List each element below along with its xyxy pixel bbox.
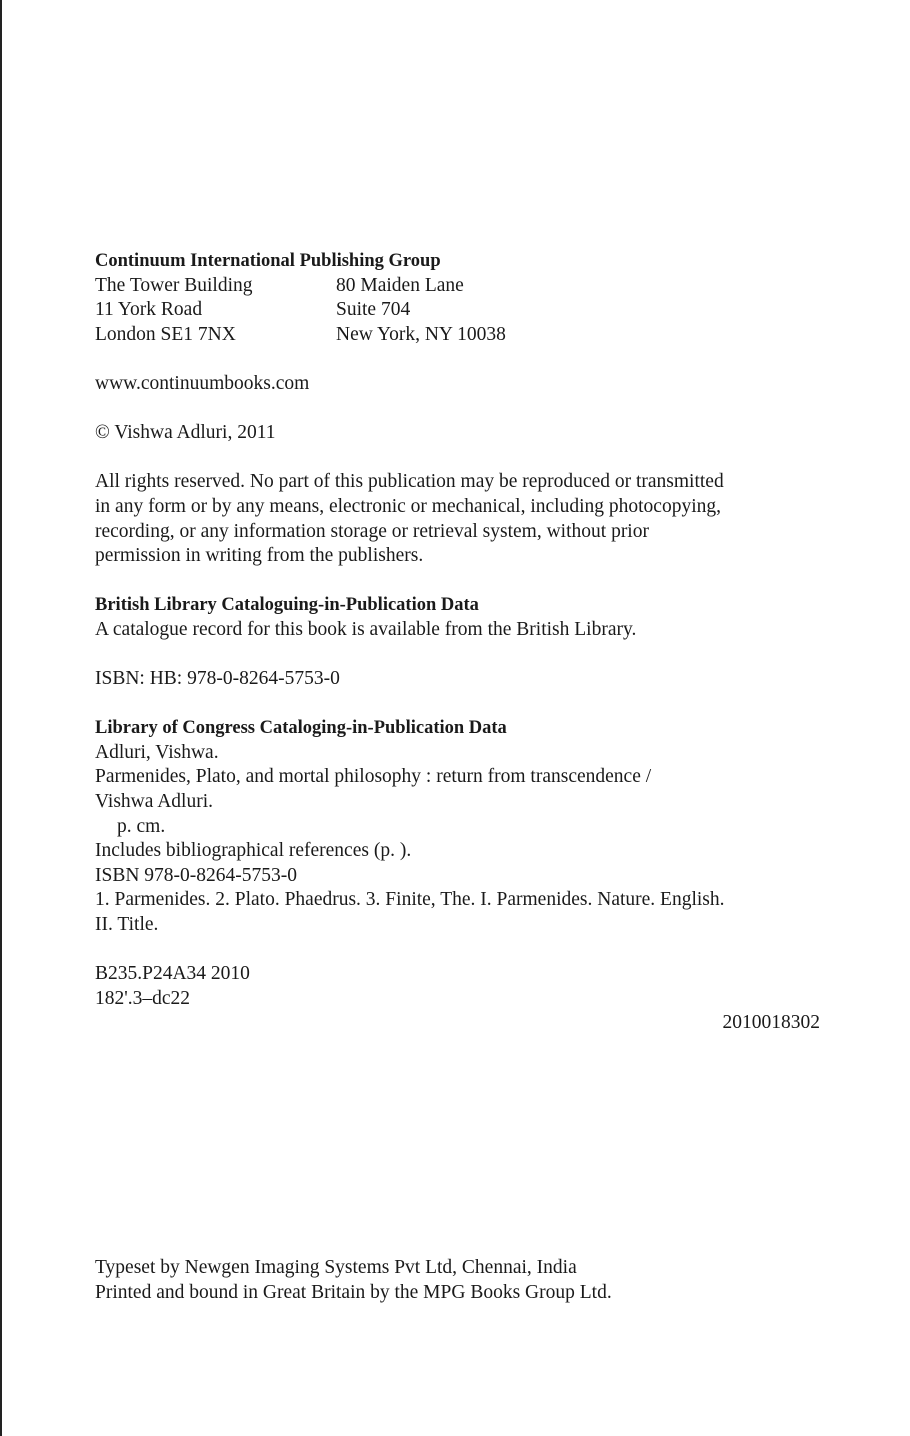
- loc-line: Includes bibliographical references (p. ).: [95, 840, 412, 862]
- us-address-line: 80 Maiden Lane: [336, 274, 464, 296]
- british-library-text: A catalogue record for this book is available from the British Library.: [95, 618, 637, 640]
- printed-line: Printed and bound in Great Britain by the MPG Books Group Ltd.: [95, 1281, 612, 1303]
- loc-line: ISBN 978-0-8264-5753-0: [95, 864, 298, 886]
- rights-line: All rights reserved. No part of this publication may be reproduced or transmitted: [95, 471, 724, 493]
- british-library-heading: British Library Cataloguing-in-Publication Data: [95, 595, 479, 616]
- loc-line: Parmenides, Plato, and mortal philosophy : return from transcendence /: [95, 766, 652, 788]
- loc-line: 1. Parmenides. 2. Plato. Phaedrus. 3. Finite, The. I. Parmenides. Nature. English.: [95, 889, 725, 911]
- loc-class-number: B235.P24A34 2010: [95, 963, 250, 985]
- page-left-edge: [0, 0, 2, 1436]
- rights-line: permission in writing from the publishers.: [95, 545, 424, 567]
- uk-address-line: London SE1 7NX: [95, 323, 236, 345]
- loc-control-number: 2010018302: [722, 1012, 820, 1034]
- dewey-class-number: 182'.3–dc22: [95, 987, 191, 1009]
- address-row-1: [95, 274, 820, 299]
- printer-info: [95, 1256, 612, 1305]
- copyright-page: [95, 249, 820, 1036]
- loc-line: Adluri, Vishwa.: [95, 741, 219, 763]
- copyright-notice: © Vishwa Adluri, 2011: [95, 422, 276, 444]
- uk-address-line: The Tower Building: [95, 274, 253, 296]
- isbn-hardback: ISBN: HB: 978-0-8264-5753-0: [95, 668, 340, 690]
- us-address-line: New York, NY 10038: [336, 323, 506, 345]
- uk-address-line: 11 York Road: [95, 299, 203, 321]
- publisher-website: www.continuumbooks.com: [95, 372, 310, 394]
- publisher-name: Continuum International Publishing Group: [95, 251, 441, 271]
- address-row-3: [95, 323, 820, 348]
- typeset-line: Typeset by Newgen Imaging Systems Pvt Ltd, Chennai, India: [95, 1257, 577, 1278]
- address-row-2: [95, 298, 820, 323]
- loc-line: Vishwa Adluri.: [95, 791, 213, 813]
- loc-heading: Library of Congress Cataloging-in-Publication Data: [95, 718, 507, 739]
- rights-line: recording, or any information storage or retrieval system, without prior: [95, 520, 649, 542]
- us-address-line: Suite 704: [336, 299, 411, 321]
- loc-pagination: p. cm.: [117, 815, 166, 837]
- rights-line: in any form or by any means, electronic or mechanical, including photocopying,: [95, 495, 721, 517]
- loc-line: II. Title.: [95, 914, 159, 936]
